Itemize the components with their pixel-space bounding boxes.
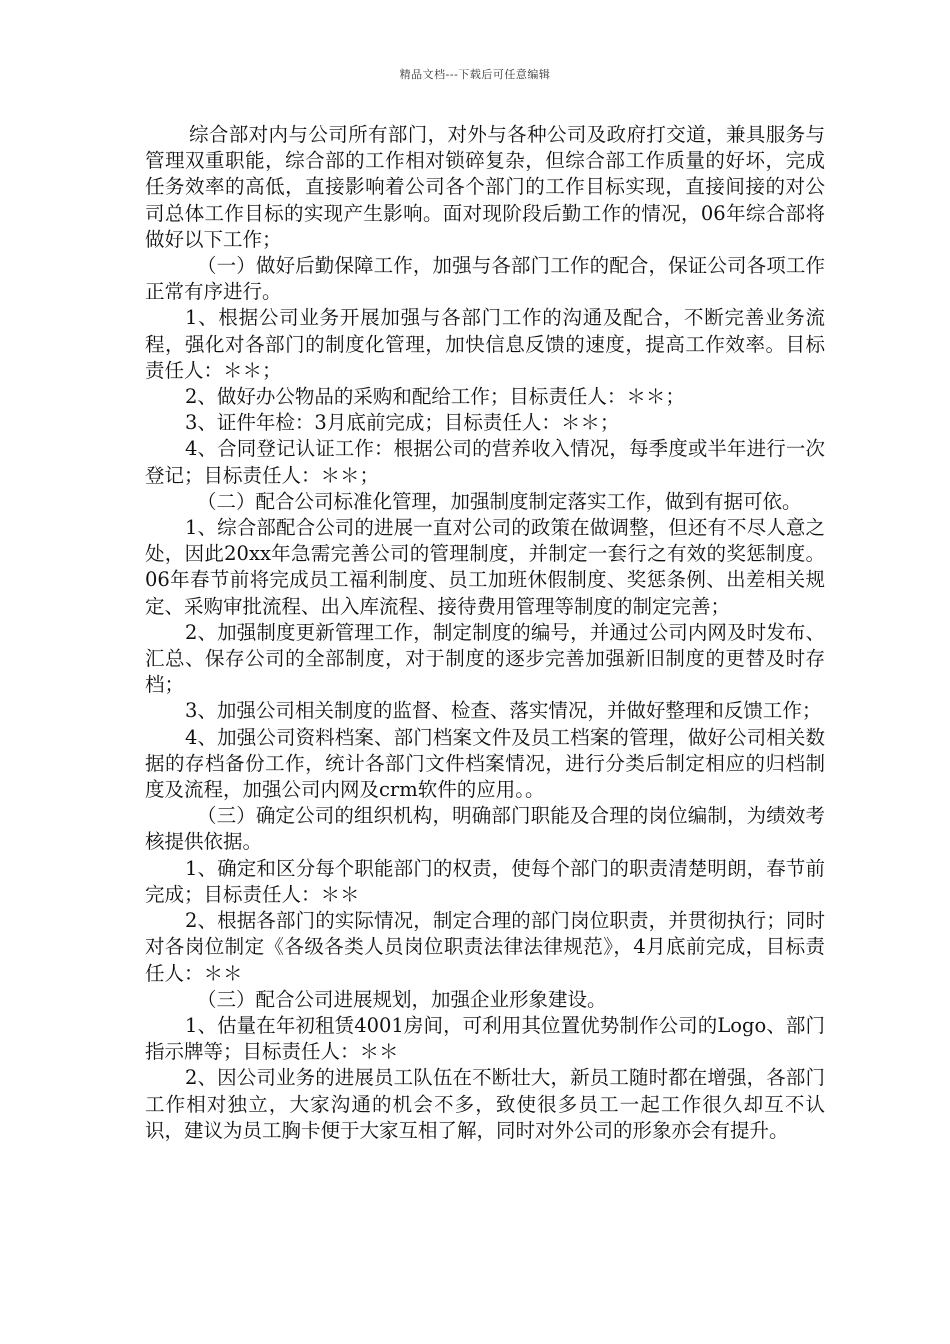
section-heading-2: （二）配合公司标准化管理，加强制度制定落实工作，做到有据可依。	[197, 489, 802, 513]
document-body	[145, 122, 825, 1144]
list-item: 2、因公司业务的进展员工队伍在不断壮大，新员工随时都在增强，各部门工作相对独立，大家沟通的机会不多，致使很多员工一起工作很久却互不认识，建议为员工胸卡便于大家互相了解，同时对外公司的形象亦会有提升。	[145, 1066, 825, 1142]
list-item: 4、合同登记认证工作：根据公司的营养收入情况，每季度或半年进行一次登记；目标责任人：＊＊；	[145, 437, 825, 487]
list-item: 2、做好办公物品的采购和配给工作；目标责任人：＊＊；	[185, 385, 685, 409]
list-item: 1、确定和区分每个职能部门的权责，使每个部门的职责清楚明朗，春节前完成；目标责任人：＊＊	[145, 856, 825, 906]
list-item: 2、加强制度更新管理工作，制定制度的编号，并通过公司内网及时发布、汇总、保存公司的全部制度，对于制度的逐步完善加强新旧制度的更替及时存档；	[145, 620, 825, 697]
list-item: 1、根据公司业务开展加强与各部门工作的沟通及配合，不断完善业务流程，强化对各部门的制度化管理，加快信息反馈的速度，提高工作效率。目标责任人：＊＊；	[145, 306, 825, 382]
intro-paragraph: 综合部对内与公司所有部门，对外与各种公司及政府打交道，兼具服务与管理双重职能，综合部的工作相对锁碎复杂，但综合部工作质量的好坏，完成任务效率的高低，直接影响着公司各个部门的工作目标实现，直接间接的对公司总体工作目标的实现产生影响。面对现阶段后勤工作的情况，06年综合部将做好以下工作；	[145, 123, 825, 251]
list-item: 1、综合部配合公司的进展一直对公司的政策在做调整，但还有不尽人意之处，因此20xx年急需完善公司的管理制度，并制定一套行之有效的奖惩制度。06年春节前将完成员工福利制度、员工加班休假制度、奖惩条例、出差相关规定、采购审批流程、出入库流程、接待费用管理等制度的制定完善；	[145, 516, 825, 618]
list-item: 4、加强公司资料档案、部门档案文件及员工档案的管理，做好公司相关数据的存档备份工作，统计各部门文件档案情况，进行分类后制定相应的归档制度及流程，加强公司内网及crm软件的应用。。	[145, 725, 825, 802]
section-heading-1: （一）做好后勤保障工作，加强与各部门工作的配合，保证公司各项工作正常有序进行。	[145, 254, 825, 304]
list-item: 1、估量在年初租赁4001房间，可利用其位置优势制作公司的Logo、部门指示牌等；目标责任人：＊＊	[145, 1013, 825, 1064]
list-item: 3、证件年检：3月底前完成；目标责任人：＊＊；	[185, 411, 620, 435]
section-heading-3: （三）确定公司的组织机构，明确部门职能及合理的岗位编制，为绩效考核提供依据。	[145, 804, 825, 854]
list-item: 2、根据各部门的实际情况，制定合理的部门岗位职责，并贯彻执行；同时对各岗位制定《各级各类人员岗位职责法律法律规范》，4月底前完成，目标责任人：＊＊	[145, 909, 825, 985]
section-heading-4: （三）配合公司进展规划，加强企业形象建设。	[197, 987, 607, 1011]
list-item: 3、加强公司相关制度的监督、检查、落实情况，并做好整理和反馈工作；	[185, 699, 822, 723]
page-header: 精品文档---下载后可任意编辑	[399, 68, 551, 81]
